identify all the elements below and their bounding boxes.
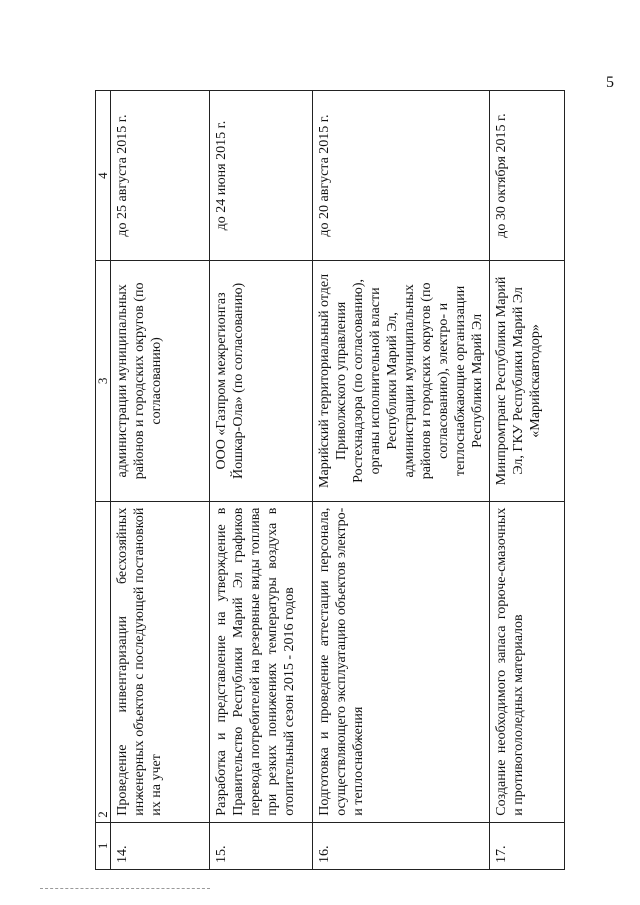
- row-number: 16.: [313, 822, 490, 869]
- header-col-3: 3: [96, 261, 111, 502]
- responsible-cell: Минпромтранс Республики Марий Эл, ГКУ Республики Марий Эл «Марийскавтодор»: [490, 261, 565, 502]
- table-row: [111, 91, 210, 870]
- row-number: 14.: [111, 822, 210, 869]
- table-row: [210, 91, 313, 870]
- task-cell: Подготовка и проведение аттестации персонала, осуществляющего эксплуатацию объектов электро- и теплоснабжения: [313, 501, 490, 822]
- responsible-cell: Марийский территориальный отдел Приволжского управления Ростехнадзора (по согласованию), органы исполнительной власти Республики Марий Эл, администрации муниципальных районов и городских округов (по согласованию), электро- и теплоснабжающие организации Республики Марий Эл: [313, 261, 490, 502]
- deadline-cell: до 24 июня 2015 г.: [210, 91, 313, 261]
- deadline-cell: до 30 октября 2015 г.: [490, 91, 565, 261]
- header-row: [96, 91, 111, 870]
- task-cell: Создание необходимого запаса горюче-смазочных и противогололедных материалов: [490, 501, 565, 822]
- rotated-table-container: [95, 90, 543, 870]
- header-col-1: 1: [96, 822, 111, 869]
- header-col-4: 4: [96, 91, 111, 261]
- page-number: 5: [606, 74, 614, 91]
- footer-rule: [40, 888, 210, 889]
- plan-table: [95, 90, 565, 870]
- task-cell: Разработка и представление на утверждение в Правительство Республики Марий Эл графиков перевода потребителей на резервные виды топлива при резких понижениях температуры воздуха в отопительный сезон 2015 - 2016 годов: [210, 501, 313, 822]
- deadline-cell: до 25 августа 2015 г.: [111, 91, 210, 261]
- responsible-cell: ООО «Газпром межрегионгаз Йошкар-Ола» (по согласованию): [210, 261, 313, 502]
- deadline-cell: до 20 августа 2015 г.: [313, 91, 490, 261]
- header-col-2: 2: [96, 501, 111, 822]
- task-cell: Проведение инвентаризации бесхозяйных инженерных объектов с последующей постановкой их на учет: [111, 501, 210, 822]
- table-row: [313, 91, 490, 870]
- row-number: 17.: [490, 822, 565, 869]
- responsible-cell: администрации муниципальных районов и городских округов (по согласованию): [111, 261, 210, 502]
- table-row: [490, 91, 565, 870]
- row-number: 15.: [210, 822, 313, 869]
